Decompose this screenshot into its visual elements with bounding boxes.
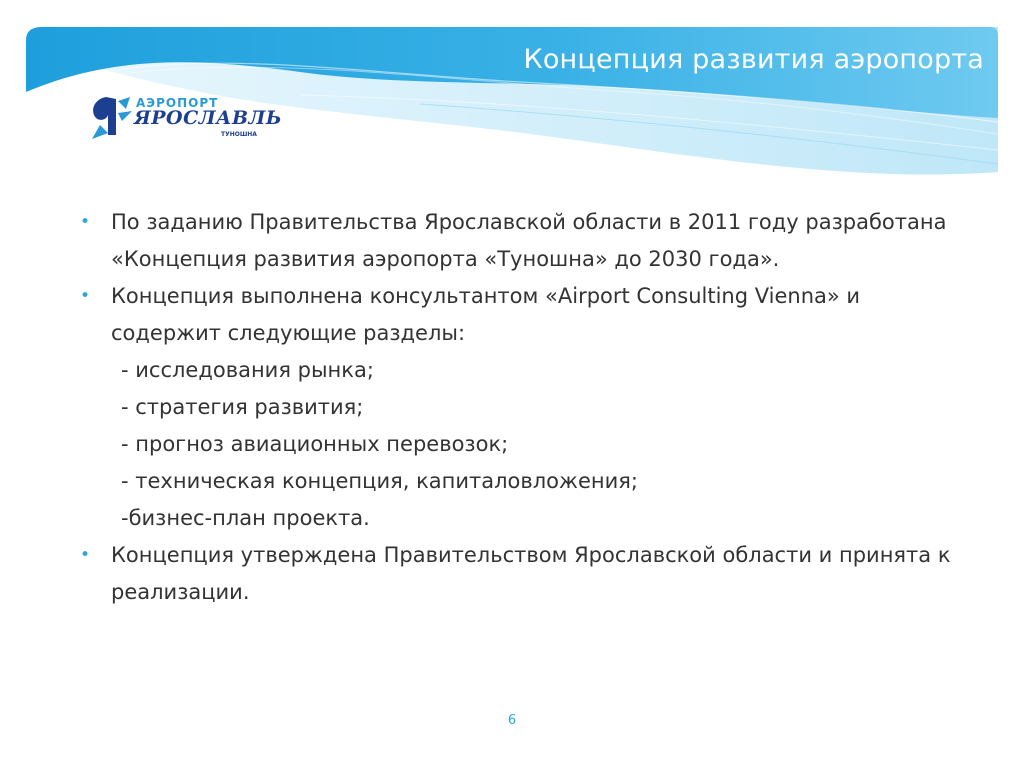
bullet-item — [80, 537, 960, 611]
slide-title: Концепция развития аэропорта — [523, 44, 984, 75]
airport-logo — [88, 93, 283, 143]
bullet-text: Концепция выполнена консультантом «Airport Consulting Vienna» и содержит следующие разделы: — [111, 284, 861, 345]
bullet-item — [80, 204, 960, 278]
bullet-text: По заданию Правительства Ярославской области в 2011 году разработана «Концепция развития аэропорта «Туношна» до 2030 года». — [111, 210, 947, 271]
airport-logo-icon — [88, 95, 132, 141]
bullet-marker: • — [80, 286, 91, 306]
slide-body — [80, 204, 960, 611]
logo-sub-text: ТУНОШНА — [221, 131, 257, 138]
section-item: - прогноз авиационных перевозок; — [121, 432, 509, 456]
bullet-text: Концепция утверждена Правительством Ярославской области и принята к реализации. — [111, 543, 951, 604]
bullet-marker: • — [80, 545, 91, 565]
section-item: -бизнес-план проекта. — [121, 506, 370, 530]
section-item: - техническая концепция, капиталовложения; — [121, 469, 638, 493]
logo-top-text: АЭРОПОРТ — [136, 96, 219, 110]
slide-number: 6 — [507, 713, 517, 728]
section-item: - стратегия развития; — [121, 395, 364, 419]
section-item: - исследования рынка; — [121, 358, 374, 382]
bullet-marker: • — [80, 212, 91, 232]
logo-main-text: ЯРОСЛАВЛЬ — [134, 107, 283, 129]
bullet-item — [80, 278, 960, 352]
